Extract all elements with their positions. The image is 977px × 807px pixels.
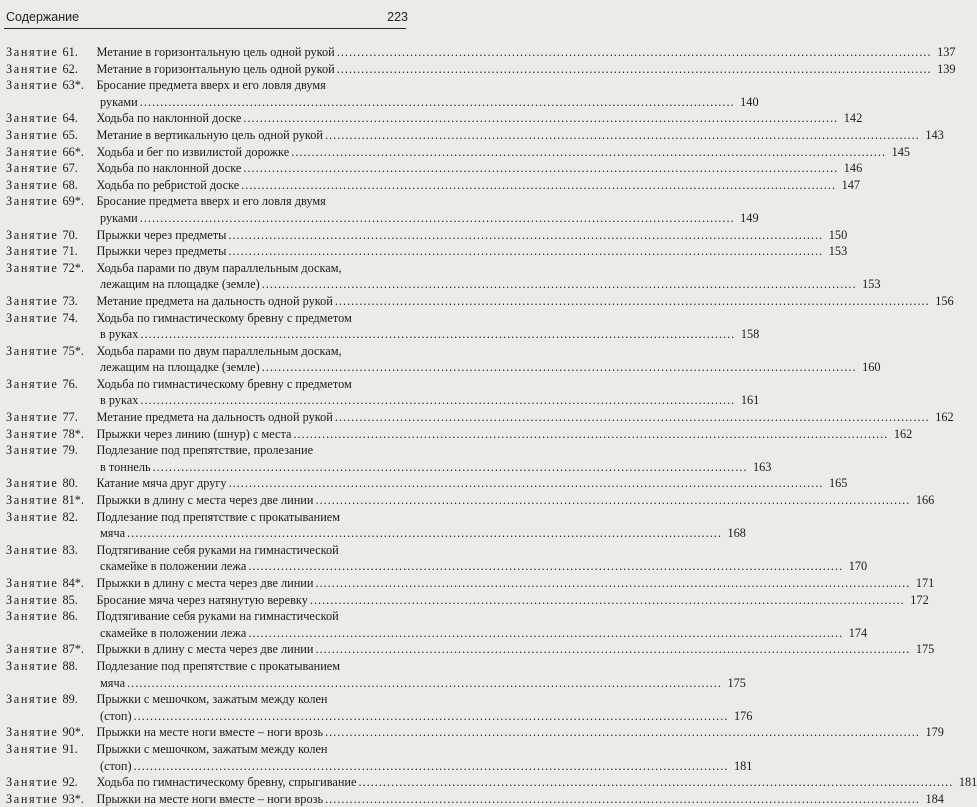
- lesson-label: Занятие: [6, 576, 59, 590]
- toc-entry: [6, 492, 935, 509]
- lesson-title: мяча: [100, 675, 126, 690]
- toc-entry-continuation: [6, 326, 760, 343]
- lesson-title: в руках: [100, 393, 139, 408]
- toc-entry-line: [6, 608, 404, 625]
- dot-leader: [127, 675, 722, 692]
- toc-entry-line: [6, 409, 954, 426]
- lesson-number: 76.: [62, 376, 78, 391]
- dot-leader: [291, 144, 886, 161]
- lesson-label: Занятие: [6, 725, 59, 740]
- lesson-number: 78*.: [62, 426, 84, 441]
- toc-entry-continuation: [6, 708, 753, 725]
- lesson-number: 73.: [62, 293, 78, 308]
- lesson-title: Прыжки на месте ноги вместе – ноги врозь: [96, 725, 324, 740]
- dot-leader: [229, 475, 824, 492]
- lesson-label: Занятие: [6, 45, 59, 59]
- toc-entry-line: [6, 492, 935, 509]
- lesson-page-number: 162: [893, 426, 913, 441]
- dot-leader: [127, 525, 722, 542]
- lesson-page-number: 158: [740, 327, 760, 342]
- toc-entry-line: [6, 44, 956, 61]
- toc-entry-line: [6, 227, 848, 244]
- lesson-title: Ходьба по наклонной доске: [96, 111, 242, 126]
- lesson-title: Ходьба парами по двум параллельным доскам,: [96, 260, 342, 275]
- lesson-label: Занятие: [6, 443, 59, 458]
- lesson-number: 82.: [62, 509, 78, 524]
- lesson-title: Метание предмета на дальность одной рукой: [96, 410, 333, 425]
- lesson-title: Катание мяча друг другу: [96, 476, 227, 491]
- toc-entry: [6, 592, 929, 609]
- toc-entry: [6, 641, 935, 658]
- dot-leader: [134, 758, 729, 775]
- lesson-page-number: 166: [915, 493, 935, 508]
- toc-entry: [6, 426, 913, 443]
- lesson-title: скамейке в положении лежа: [100, 625, 247, 640]
- toc-entry: [6, 442, 772, 475]
- toc-entry-line: [6, 724, 944, 741]
- lesson-page-number: 171: [915, 576, 935, 590]
- toc-entry: [6, 160, 863, 177]
- lesson-title: Метание предмета на дальность одной рукой: [96, 293, 333, 308]
- dot-leader: [140, 94, 735, 111]
- lesson-title: Ходьба по ребристой доске: [96, 177, 240, 192]
- lesson-title: Подтягивание себя руками на гимнастической: [96, 609, 339, 624]
- lesson-label: Занятие: [6, 493, 59, 508]
- toc-entry-line: [6, 658, 404, 675]
- dot-leader: [228, 243, 823, 260]
- toc-entry-line: [6, 542, 404, 559]
- lesson-number: 67.: [62, 161, 78, 176]
- lesson-label: Занятие: [6, 177, 59, 192]
- toc-entry-line: [6, 144, 911, 161]
- lesson-page-number: 184: [925, 791, 944, 806]
- toc-entry-line: [6, 77, 404, 94]
- page-number: 223: [387, 10, 408, 24]
- lesson-title: Ходьба по гимнастическому бревну, спрыгивание: [96, 775, 357, 790]
- lesson-label: Занятие: [6, 111, 59, 126]
- lesson-label: Занятие: [6, 61, 59, 76]
- dot-leader: [140, 210, 735, 227]
- lesson-page-number: 142: [843, 111, 863, 126]
- lesson-label: Занятие: [6, 244, 59, 259]
- lesson-number: 87*.: [62, 642, 84, 657]
- lesson-title: Ходьба и бег по извилистой дорожке: [96, 144, 290, 159]
- lesson-label: Занятие: [6, 410, 59, 425]
- lesson-label: Занятие: [6, 609, 59, 624]
- lesson-label: Занятие: [6, 476, 59, 491]
- lesson-page-number: 163: [753, 459, 772, 474]
- lesson-title: Прыжки через линию (шнур) с места: [96, 426, 292, 441]
- lesson-page-number: 162: [935, 410, 954, 425]
- lesson-title: (стоп): [100, 708, 132, 723]
- toc-entry: [6, 724, 944, 741]
- dot-leader: [248, 625, 843, 642]
- section-title: Содержание: [6, 10, 80, 24]
- lesson-title: Бросание мяча через натянутую веревку: [96, 592, 308, 607]
- dot-leader: [325, 791, 920, 807]
- toc-entry-continuation: [6, 758, 753, 775]
- toc-entry-line: [6, 691, 404, 708]
- lesson-number: 84*.: [62, 576, 84, 590]
- lesson-label: Занятие: [6, 642, 59, 657]
- toc-entry-line: [6, 127, 944, 144]
- lesson-label: Занятие: [6, 592, 59, 607]
- lesson-title: Ходьба по гимнастическому бревну с предметом: [96, 310, 352, 325]
- lesson-page-number: 181: [958, 775, 977, 790]
- dot-leader: [140, 326, 735, 343]
- lesson-page-number: 161: [740, 393, 760, 408]
- lesson-number: 85.: [62, 592, 78, 607]
- lesson-label: Занятие: [6, 775, 59, 790]
- toc-entry-line: [6, 310, 404, 327]
- lesson-label: Занятие: [6, 791, 59, 806]
- toc-entry-line: [6, 61, 956, 78]
- dot-leader: [262, 276, 857, 293]
- dot-leader: [243, 160, 838, 177]
- toc-entry: [6, 310, 760, 343]
- lesson-title: руками: [100, 94, 138, 109]
- toc-entry-line: [6, 791, 944, 807]
- toc-entry-line: [6, 741, 404, 758]
- lesson-page-number: 140: [740, 94, 759, 109]
- lesson-number: 64.: [62, 111, 78, 126]
- toc-entry: [6, 376, 760, 409]
- toc-entry: [6, 774, 977, 791]
- lesson-label: Занятие: [6, 310, 59, 325]
- lesson-number: 61.: [62, 45, 78, 59]
- lesson-title: лежащим на площадке (земле): [100, 360, 260, 375]
- lesson-number: 69*.: [62, 194, 84, 209]
- dot-leader: [293, 426, 888, 443]
- lesson-label: Занятие: [6, 509, 59, 524]
- lesson-number: 83.: [62, 542, 78, 557]
- toc-entry: [6, 658, 746, 691]
- lesson-label: Занятие: [6, 144, 59, 159]
- lesson-label: Занятие: [6, 692, 59, 707]
- toc-entry: [6, 691, 753, 724]
- lesson-title: (стоп): [100, 758, 132, 773]
- lesson-title: Прыжки с мешочком, зажатым между колен: [96, 692, 328, 707]
- dot-leader: [262, 359, 857, 376]
- toc-entry: [6, 791, 944, 807]
- lesson-page-number: 146: [843, 161, 863, 176]
- dot-leader: [153, 459, 748, 476]
- dot-leader: [140, 392, 735, 409]
- lesson-number: 75*.: [62, 343, 84, 358]
- toc-entry: [6, 193, 759, 226]
- toc-entry: [6, 127, 944, 144]
- lesson-title: Прыжки через предметы: [96, 244, 227, 259]
- lesson-page-number: 139: [937, 61, 956, 76]
- toc-entry-line: [6, 293, 954, 310]
- lesson-page-number: 149: [740, 210, 759, 225]
- lesson-title: Прыжки в длину с места через две линии: [96, 576, 314, 590]
- toc-entry: [6, 343, 881, 376]
- toc-entry-line: [6, 177, 861, 194]
- lesson-number: 63*.: [62, 78, 84, 93]
- toc-entry: [6, 110, 863, 127]
- dot-leader: [134, 708, 729, 725]
- toc-entry-continuation: [6, 558, 868, 575]
- toc-entry-line: [6, 575, 935, 592]
- lesson-page-number: 170: [848, 559, 868, 574]
- toc-entry: [6, 44, 956, 61]
- toc-entry-continuation: [6, 625, 868, 642]
- dot-leader: [358, 774, 953, 791]
- dot-leader: [315, 641, 910, 658]
- lesson-number: 89.: [62, 692, 78, 707]
- lesson-title: Бросание предмета вверх и его ловля двумя: [96, 194, 326, 209]
- dot-leader: [335, 409, 930, 426]
- lesson-page-number: 137: [937, 45, 956, 59]
- lesson-page-number: 179: [925, 725, 944, 740]
- toc-entry: [6, 61, 956, 78]
- table-of-contents: [6, 44, 977, 807]
- dot-leader: [241, 177, 836, 194]
- toc-entry-line: [6, 426, 913, 443]
- lesson-title: мяча: [100, 526, 126, 541]
- lesson-number: 71.: [62, 244, 78, 259]
- toc-entry-line: [6, 774, 977, 791]
- toc-entry-line: [6, 509, 404, 526]
- lesson-label: Занятие: [6, 293, 59, 308]
- dot-leader: [325, 127, 920, 144]
- lesson-title: руками: [100, 210, 138, 225]
- lesson-page-number: 143: [925, 127, 944, 142]
- toc-entry-continuation: [6, 675, 746, 692]
- dot-leader: [325, 724, 920, 741]
- lesson-page-number: 168: [727, 526, 746, 541]
- lesson-label: Занятие: [6, 542, 59, 557]
- dot-leader: [315, 575, 910, 592]
- lesson-number: 93*.: [62, 791, 84, 806]
- dot-leader: [228, 227, 823, 244]
- lesson-label: Занятие: [6, 227, 59, 242]
- lesson-title: Подлезание под препятствие с прокатыванием: [96, 509, 341, 524]
- dot-leader: [315, 492, 910, 509]
- lesson-page-number: 175: [727, 675, 746, 690]
- dot-leader: [243, 110, 838, 127]
- lesson-page-number: 150: [828, 227, 848, 242]
- lesson-title: Прыжки с мешочком, зажатым между колен: [96, 741, 328, 756]
- header-rule: [4, 28, 406, 29]
- lesson-page-number: 174: [848, 625, 868, 640]
- toc-entry: [6, 409, 954, 426]
- toc-entry: [6, 77, 759, 110]
- lesson-page-number: 153: [828, 244, 848, 259]
- lesson-page-number: 145: [891, 144, 911, 159]
- lesson-number: 62.: [62, 61, 78, 76]
- lesson-number: 86.: [62, 609, 78, 624]
- lesson-number: 91.: [62, 741, 78, 756]
- lesson-title: Ходьба парами по двум параллельным доскам,: [96, 343, 342, 358]
- lesson-page-number: 172: [910, 592, 929, 607]
- lesson-title: Метание в горизонтальную цель одной рукой: [96, 61, 335, 76]
- toc-entry-continuation: [6, 210, 759, 227]
- toc-entry: [6, 293, 954, 310]
- lesson-title: Подлезание под препятствие, пролезание: [96, 443, 314, 458]
- toc-entry-line: [6, 592, 929, 609]
- toc-entry: [6, 475, 848, 492]
- toc-entry-continuation: [6, 359, 881, 376]
- dot-leader: [337, 44, 932, 61]
- toc-entry: [6, 608, 868, 641]
- lesson-number: 77.: [62, 410, 78, 425]
- lesson-title: Бросание предмета вверх и его ловля двумя: [96, 78, 326, 93]
- lesson-number: 68.: [62, 177, 78, 192]
- lesson-page-number: 175: [915, 642, 935, 657]
- dot-leader: [335, 293, 930, 310]
- toc-entry-line: [6, 442, 404, 459]
- toc-entry-line: [6, 475, 848, 492]
- lesson-number: 90*.: [62, 725, 84, 740]
- toc-entry-line: [6, 641, 935, 658]
- toc-entry-line: [6, 343, 404, 360]
- toc-entry-continuation: [6, 94, 759, 111]
- lesson-label: Занятие: [6, 343, 59, 358]
- lesson-page-number: 181: [733, 758, 753, 773]
- lesson-title: в руках: [100, 327, 139, 342]
- lesson-label: Занятие: [6, 161, 59, 176]
- toc-entry: [6, 741, 753, 774]
- lesson-title: Прыжки в длину с места через две линии: [96, 493, 314, 508]
- lesson-number: 81*.: [62, 493, 84, 508]
- toc-entry-line: [6, 376, 404, 393]
- lesson-number: 92.: [62, 775, 78, 790]
- toc-entry: [6, 260, 881, 293]
- toc-entry-line: [6, 193, 404, 210]
- lesson-number: 65.: [62, 127, 78, 142]
- lesson-page-number: 147: [841, 177, 861, 192]
- lesson-label: Занятие: [6, 426, 59, 441]
- lesson-title: Прыжки через предметы: [96, 227, 227, 242]
- lesson-number: 70.: [62, 227, 78, 242]
- lesson-page-number: 156: [935, 293, 954, 308]
- lesson-number: 79.: [62, 443, 78, 458]
- lesson-label: Занятие: [6, 78, 59, 93]
- lesson-number: 72*.: [62, 260, 84, 275]
- lesson-title: Ходьба по наклонной доске: [96, 161, 242, 176]
- lesson-page-number: 176: [733, 708, 753, 723]
- dot-leader: [248, 558, 843, 575]
- lesson-label: Занятие: [6, 194, 59, 209]
- toc-entry: [6, 144, 911, 161]
- lesson-label: Занятие: [6, 658, 59, 673]
- lesson-label: Занятие: [6, 376, 59, 391]
- lesson-title: Ходьба по гимнастическому бревну с предметом: [96, 376, 352, 391]
- lesson-title: скамейке в положении лежа: [100, 559, 247, 574]
- toc-entry: [6, 243, 848, 260]
- toc-entry-continuation: [6, 459, 772, 476]
- toc-entry: [6, 177, 861, 194]
- lesson-title: Метание в вертикальную цель одной рукой: [96, 127, 323, 142]
- toc-entry-line: [6, 110, 863, 127]
- lesson-page-number: 153: [862, 277, 881, 292]
- lesson-label: Занятие: [6, 127, 59, 142]
- lesson-number: 66*.: [62, 144, 84, 159]
- lesson-title: Прыжки на месте ноги вместе – ноги врозь: [96, 791, 324, 806]
- toc-entry: [6, 509, 746, 542]
- lesson-title: в тоннель: [100, 459, 151, 474]
- toc-entry-line: [6, 160, 863, 177]
- toc-entry-continuation: [6, 525, 746, 542]
- lesson-number: 74.: [62, 310, 78, 325]
- dot-leader: [337, 61, 932, 78]
- lesson-page-number: 160: [862, 360, 881, 375]
- toc-entry-line: [6, 260, 404, 277]
- toc-entry: [6, 227, 848, 244]
- lesson-number: 88.: [62, 658, 78, 673]
- lesson-title: Подлезание под препятствие с прокатыванием: [96, 658, 341, 673]
- toc-entry-continuation: [6, 392, 760, 409]
- lesson-title: Метание в горизонтальную цель одной рукой: [96, 45, 335, 59]
- toc-entry-continuation: [6, 276, 881, 293]
- lesson-number: 80.: [62, 476, 78, 491]
- toc-entry: [6, 575, 935, 592]
- lesson-label: Занятие: [6, 260, 59, 275]
- lesson-page-number: 165: [828, 476, 848, 491]
- dot-leader: [310, 592, 905, 609]
- toc-entry: [6, 542, 868, 575]
- lesson-title: Подтягивание себя руками на гимнастической: [96, 542, 339, 557]
- lesson-title: лежащим на площадке (земле): [100, 277, 260, 292]
- running-header: [0, 0, 432, 30]
- lesson-title: Прыжки в длину с места через две линии: [96, 642, 314, 657]
- lesson-label: Занятие: [6, 741, 59, 756]
- toc-entry-line: [6, 243, 848, 260]
